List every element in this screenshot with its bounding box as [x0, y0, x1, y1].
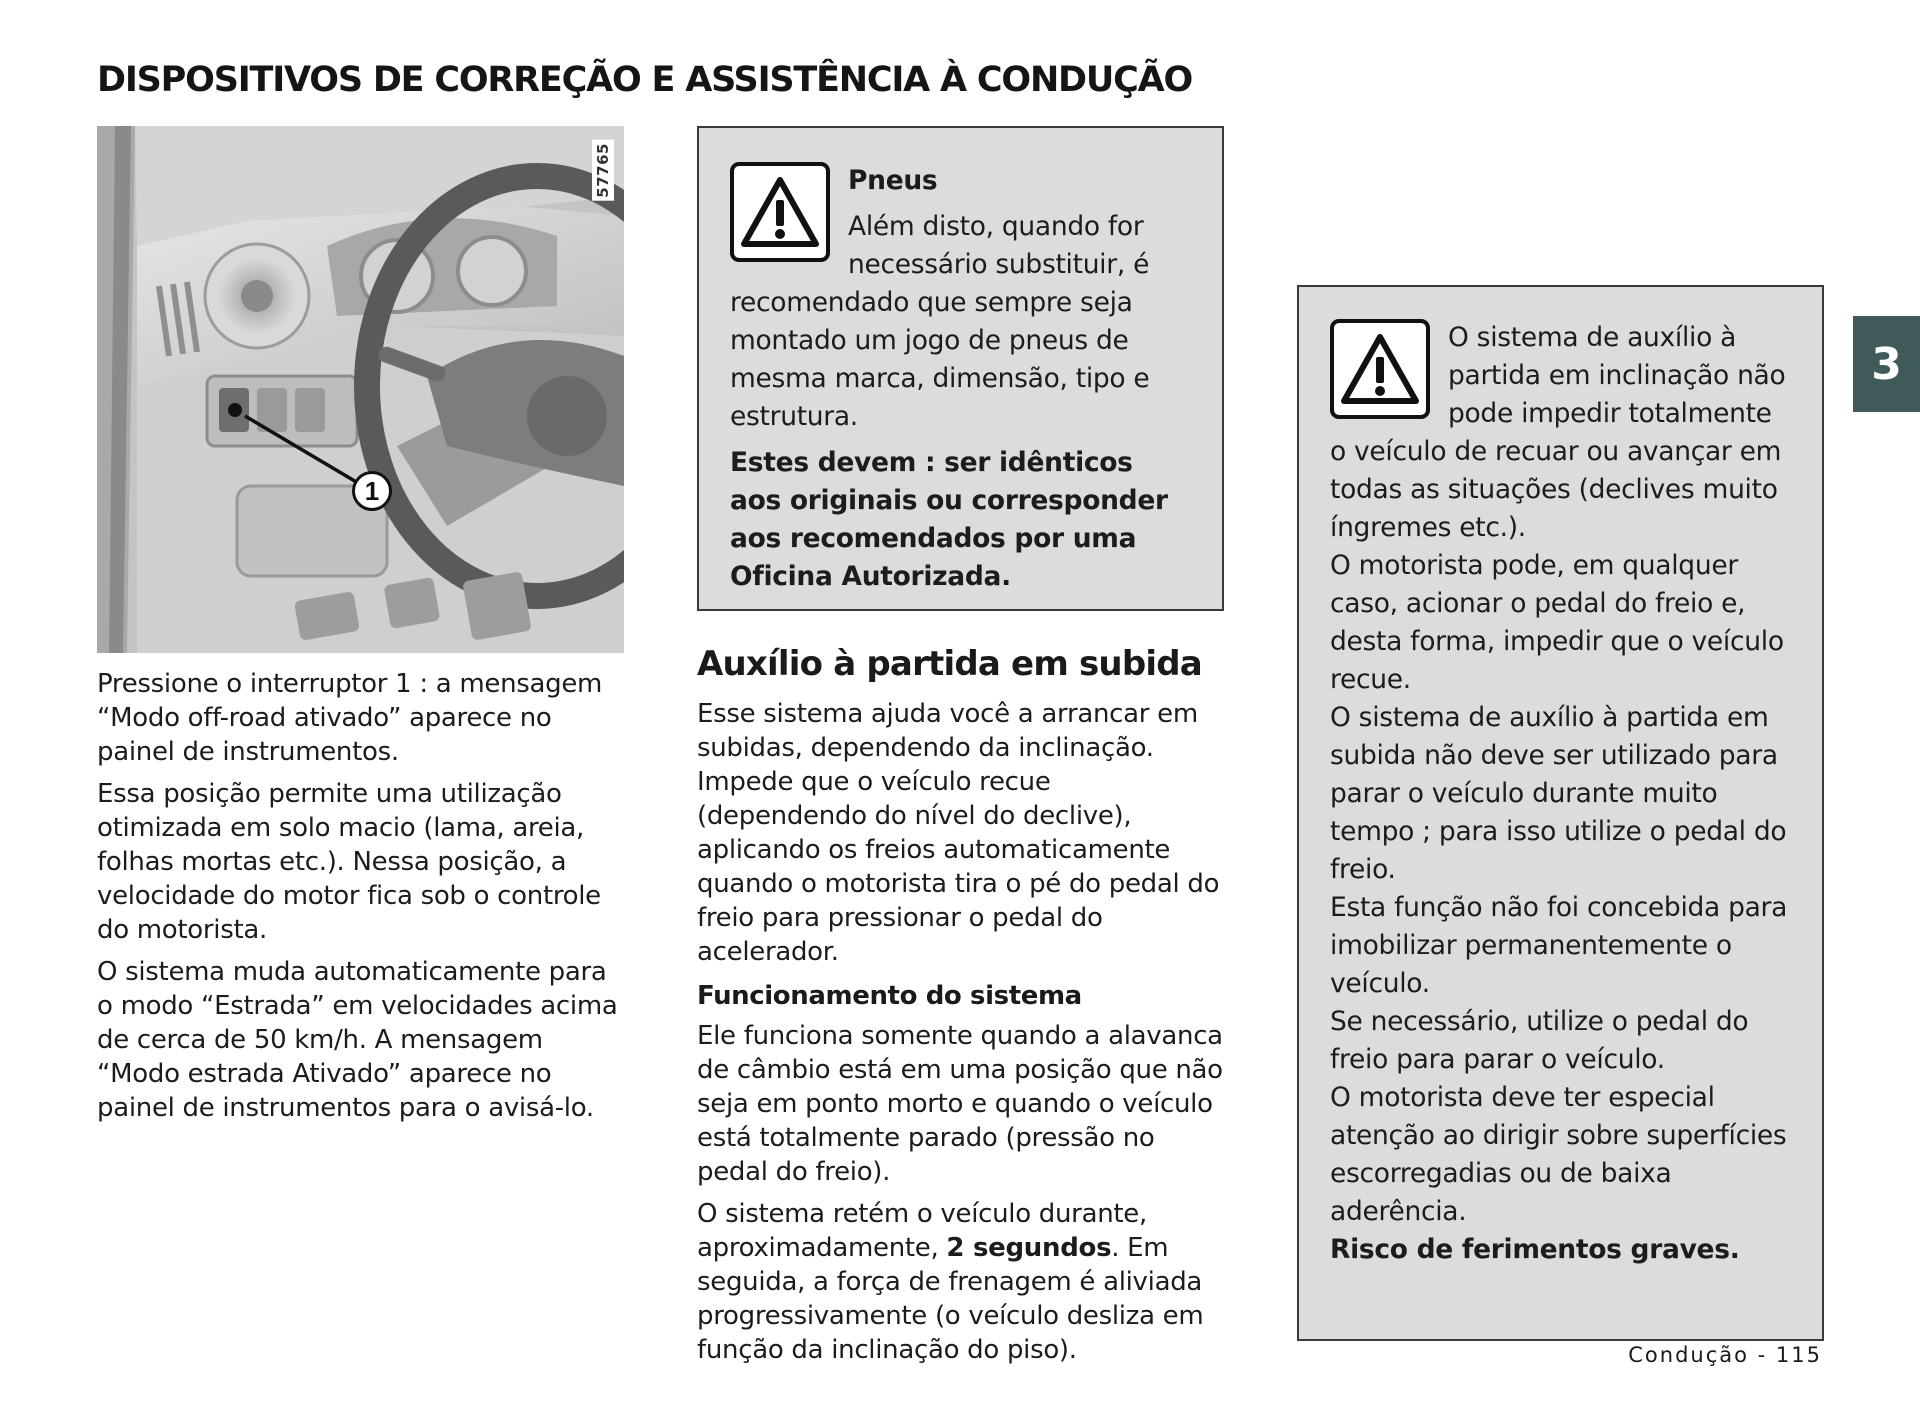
hold-time-text-after: . Em seguida, a força de frenagem é aliviada progressivamente (o veículo desliza em função da inclinação do piso). [697, 1233, 1204, 1365]
warning-paragraph: O sistema de auxílio à partida em inclinação não pode impedir totalmente o veículo de recuar ou avançar em todas as situações (declives muito íngremes etc.). [1330, 322, 1786, 543]
column-middle [697, 126, 1227, 1367]
warning-paragraph: Se necessário, utilize o pedal do freio para parar o veículo. [1330, 1006, 1749, 1075]
dashboard-drawing [97, 126, 624, 653]
warning-paragraph: O motorista deve ter especial atenção ao dirigir sobre superfícies escorregadias ou de baixa aderência. [1330, 1082, 1787, 1227]
paragraph-hold-time [697, 1197, 1227, 1367]
sub-heading: Funcionamento do sistema [697, 981, 1082, 1011]
warning-bold-text: Estes devem : ser idênticos aos originais ou corresponder aos recomendados por uma Oficina Autorizada. [730, 447, 1168, 592]
paragraph-offroad: Essa posição permite uma utilização otimizada em solo macio (lama, areia, folhas mortas etc.). Nessa posição, a velocidade do motor fica sob o controle do motorista. [97, 779, 601, 945]
warning-triangle-icon [1330, 319, 1430, 419]
warning-box-hill-start [1297, 285, 1824, 1341]
column-continuation-spacer [1297, 126, 1827, 254]
column-right [1297, 126, 1827, 1341]
callout-number: 1 [364, 475, 380, 506]
warning-paragraph: Esta função não foi concebida para imobilizar permanentemente o veículo. [1330, 892, 1788, 999]
warning-box-tyres [697, 126, 1224, 611]
warning-paragraph: O motorista pode, em qualquer caso, acionar o pedal do freio e, desta forma, impedir que o veículo recue. [1330, 550, 1784, 695]
warning-paragraph: O sistema de auxílio à partida em subida não deve ser utilizado para parar o veículo durante muito tempo ; para isso utilize o pedal do freio. [1330, 702, 1787, 885]
section-heading: Auxílio à partida em subida [697, 644, 1202, 684]
figure-code: 57765 [592, 140, 614, 201]
paragraph-operation: Ele funciona somente quando a alavanca de câmbio está em uma posição que não seja em ponto morto e quando o veículo está totalmente parado (pressão no pedal do freio). [697, 1021, 1223, 1187]
hold-time-duration: 2 segundos [946, 1233, 1112, 1263]
warning-text: Além disto, quando for necessário substituir, é recomendado que sempre seja montado um jogo de pneus de mesma marca, dimensão, tipo e estrutura. [730, 211, 1150, 432]
column-left [97, 126, 627, 1125]
hold-time-text-before: O sistema retém o veículo durante, aproximadamente, [697, 1199, 1147, 1263]
dashboard-illustration [97, 126, 624, 653]
chapter-tab: 3 [1853, 316, 1920, 412]
paragraph-road-mode: O sistema muda automaticamente para o modo “Estrada” em velocidades acima de cerca de 50 km/h. A mensagem “Modo estrada Ativado” aparece no painel de instrumentos para o avisá-lo. [97, 957, 618, 1123]
warning-risk-bold: Risco de ferimentos graves. [1330, 1234, 1740, 1265]
page-title: DISPOSITIVOS DE CORREÇÃO E ASSISTÊNCIA À CONDUÇÃO [97, 60, 1193, 100]
warning-heading: Pneus [848, 165, 938, 196]
page-footer: Condução - 115 [1628, 1343, 1822, 1367]
paragraph-hill-start: Esse sistema ajuda você a arrancar em subidas, dependendo da inclinação. Impede que o veículo recue (dependendo do nível do declive), aplicando os freios automaticamente quando o motorista tira o pé do pedal do freio para pressionar o pedal do acelerador. [697, 699, 1220, 967]
paragraph-switch: Pressione o interruptor 1 : a mensagem “Modo off-road ativado” aparece no painel de instrumentos. [97, 669, 603, 767]
callout-badge [352, 471, 392, 511]
warning-triangle-icon [730, 162, 830, 262]
